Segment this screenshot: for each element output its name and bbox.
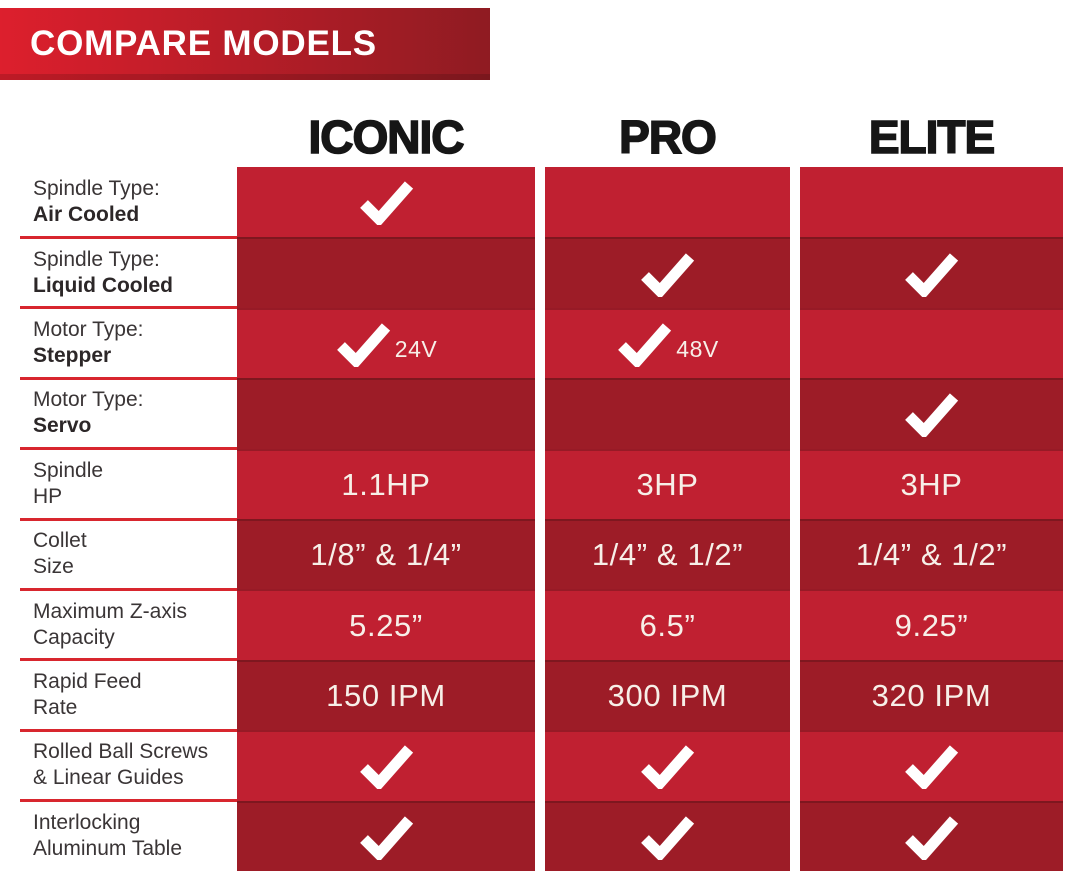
table-cell	[237, 519, 535, 589]
table-cell	[545, 730, 790, 800]
compare-models-banner	[0, 8, 490, 80]
feature-label-line2: Rate	[33, 695, 78, 719]
table-cell	[237, 660, 535, 730]
feature-label	[0, 801, 237, 871]
feature-label-line1: Interlocking	[33, 810, 141, 834]
feature-label-line1: Maximum Z-axis	[33, 599, 188, 623]
check-icon	[903, 814, 960, 860]
table-cell	[545, 378, 790, 448]
check-icon	[358, 814, 415, 860]
check-wrap	[639, 251, 696, 297]
check-wrap	[639, 743, 696, 789]
check-wrap	[616, 321, 718, 367]
check-icon	[903, 251, 960, 297]
cell-value: 3HP	[900, 466, 963, 502]
feature-label-line2: Aluminum Table	[33, 836, 183, 860]
model-header-elite: ELITE	[868, 111, 995, 163]
feature-label-line1: Collet	[33, 529, 87, 553]
feature-label-line1: Spindle	[33, 458, 104, 482]
cell-value: 1/8” & 1/4”	[310, 537, 462, 573]
table-cell	[545, 589, 790, 659]
table-cell	[545, 519, 790, 589]
feature-label-line2: Air Cooled	[33, 203, 140, 227]
cell-value: 1/4” & 1/2”	[591, 537, 744, 573]
feature-label	[0, 589, 237, 659]
feature-label-line1: Rolled Ball Screws	[33, 740, 209, 764]
feature-label-line2: & Linear Guides	[33, 766, 184, 790]
table-cell	[237, 730, 535, 800]
check-wrap	[903, 391, 960, 437]
check-wrap	[903, 251, 960, 297]
check-wrap	[903, 814, 960, 860]
check-wrap	[335, 321, 437, 367]
cell-value: 3HP	[636, 466, 699, 502]
cell-value: 9.25”	[894, 607, 969, 643]
cell-value: 1/4” & 1/2”	[855, 537, 1008, 573]
table-cell	[800, 449, 1063, 519]
feature-label-line1: Motor Type:	[33, 317, 144, 341]
table-cell	[800, 519, 1063, 589]
table-cell	[545, 308, 790, 378]
feature-label-line2: Liquid Cooled	[33, 273, 173, 297]
table-cell	[800, 730, 1063, 800]
voltage-note: 24V	[394, 335, 438, 362]
feature-label-line2: Capacity	[33, 625, 115, 649]
check-wrap	[639, 814, 696, 860]
table-cell	[237, 449, 535, 519]
table-cell	[237, 589, 535, 659]
cell-value: 150 IPM	[326, 677, 446, 713]
check-icon	[903, 391, 960, 437]
table-cell	[237, 801, 535, 871]
feature-label	[0, 167, 237, 237]
table-cell	[800, 378, 1063, 448]
feature-label-line1: Spindle Type:	[33, 247, 160, 271]
feature-label	[0, 237, 237, 307]
table-cell	[800, 660, 1063, 730]
feature-label	[0, 449, 237, 519]
table-cell	[800, 801, 1063, 871]
table-cell	[545, 237, 790, 307]
feature-label-line2: Size	[33, 555, 74, 579]
check-icon	[616, 321, 673, 367]
cell-value: 6.5”	[639, 607, 696, 643]
table-cell	[800, 167, 1063, 237]
voltage-note: 48V	[676, 335, 719, 362]
table-cell	[545, 801, 790, 871]
check-icon	[639, 743, 696, 789]
cell-value: 5.25”	[349, 607, 423, 643]
check-wrap	[358, 179, 415, 225]
feature-label	[0, 660, 237, 730]
feature-label	[0, 730, 237, 800]
table-cell	[237, 167, 535, 237]
table-cell	[800, 237, 1063, 307]
check-icon	[639, 251, 696, 297]
check-wrap	[358, 814, 415, 860]
feature-label	[0, 378, 237, 448]
table-cell	[800, 589, 1063, 659]
feature-label-line2: HP	[33, 484, 63, 508]
feature-label-line1: Rapid Feed	[33, 669, 142, 693]
cell-value: 1.1HP	[341, 466, 431, 502]
table-cell	[237, 378, 535, 448]
table-cell	[545, 660, 790, 730]
feature-label-line1: Spindle Type:	[33, 177, 160, 201]
check-icon	[358, 743, 415, 789]
banner-title: COMPARE MODELS	[30, 24, 377, 63]
check-icon	[639, 814, 696, 860]
cell-value: 300 IPM	[607, 677, 728, 713]
table-cell	[237, 237, 535, 307]
model-header-pro: PRO	[619, 111, 716, 163]
model-header-iconic: ICONIC	[308, 111, 464, 163]
table-cell	[545, 167, 790, 237]
feature-label-line1: Motor Type:	[33, 388, 144, 412]
feature-label	[0, 308, 237, 378]
feature-label	[0, 519, 237, 589]
table-cell	[237, 308, 535, 378]
check-wrap	[358, 743, 415, 789]
check-icon	[335, 321, 392, 367]
table-cell	[545, 449, 790, 519]
check-wrap	[903, 743, 960, 789]
feature-label-line2: Servo	[33, 414, 92, 438]
feature-label-line2: Stepper	[33, 343, 112, 367]
check-icon	[358, 179, 415, 225]
cell-value: 320 IPM	[871, 677, 992, 713]
table-cell	[800, 308, 1063, 378]
check-icon	[903, 743, 960, 789]
